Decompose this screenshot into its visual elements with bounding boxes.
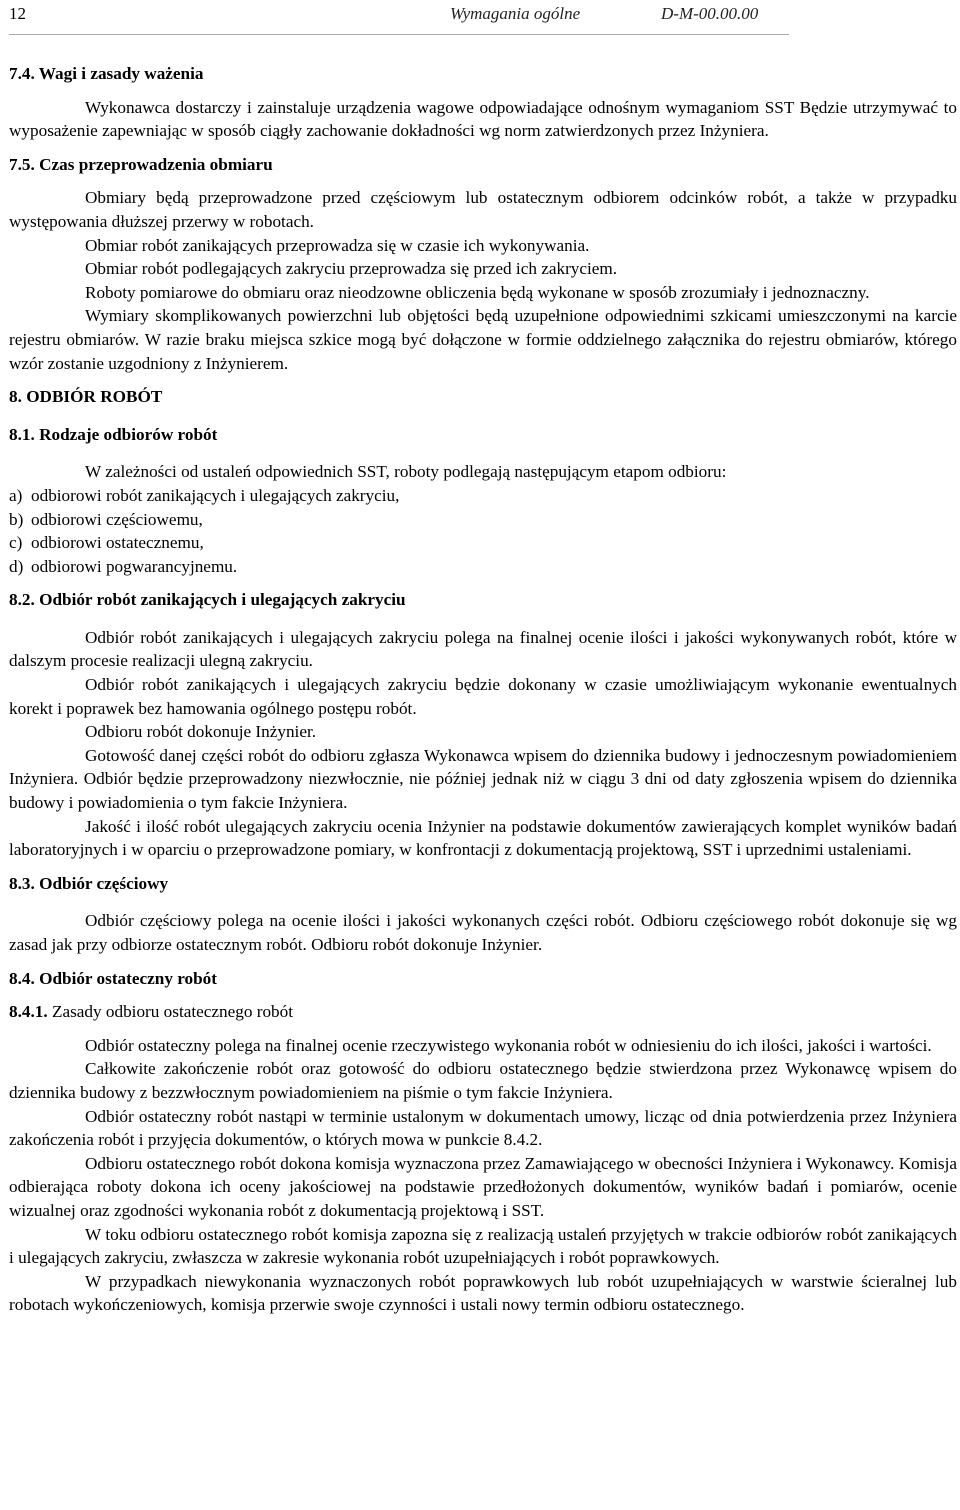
heading-8-2: 8.2. Odbiór robót zanikających i ulegających zakryciu xyxy=(9,590,406,610)
heading-8-3: 8.3. Odbiór częściowy xyxy=(9,873,169,893)
page-number: 12 xyxy=(9,4,26,23)
paragraph: W zależności od ustaleń odpowiednich SST, roboty podlegają następującym etapom odbioru: xyxy=(85,462,727,482)
paragraph: Obmiar robót podlegających zakryciu przeprowadza się przed ich zakryciem. xyxy=(85,259,618,279)
paragraph: Całkowite zakończenie robót oraz gotowość do odbioru ostatecznego będzie stwierdzona przez Wykonawcę wpisem do dziennika budowy z bezzwłocznym powiadomieniem na piśmie o tym fakcie Inżyniera. xyxy=(9,1059,957,1102)
header-code: D-M-00.00.00 xyxy=(661,4,759,23)
paragraph: Wymiary skomplikowanych powierzchni lub objętości będą uzupełnione odpowiednimi szkicami umieszczonymi na karcie rejestru obmiarów. W razie braku miejsca szkice mogą być dołączone w formie oddzielnego załącznika do rejestru obmiarów, którego wzór zostanie uzgodniony z Inżynierem. xyxy=(9,306,957,373)
list-item xyxy=(9,484,957,508)
heading-8-4: 8.4. Odbiór ostateczny robót xyxy=(9,968,217,988)
heading-7-5: 7.5. Czas przeprowadzenia obmiaru xyxy=(9,154,273,174)
list-item xyxy=(9,508,957,532)
paragraph: Jakość i ilość robót ulegających zakryciu ocenia Inżynier na podstawie dokumentów zawierających komplet wyników badań laboratoryjnych i w oparciu o przeprowadzone pomiary, w konfrontacji z dokumentacją projektową, SST i uprzednimi ustaleniami. xyxy=(9,816,957,860)
paragraph: Odbiór ostateczny polega na finalnej ocenie rzeczywistego wykonania robót w odniesieniu do ich ilości, jakości i wartości. xyxy=(85,1035,932,1055)
stage-list xyxy=(9,484,957,578)
paragraph: W przypadkach niewykonania wyznaczonych robót poprawkowych lub robót uzupełniających w warstwie ścieralnej lub robotach wykończeniowych, komisja przerwie swoje czynności i ustali nowy termin odbioru ostatecznego. xyxy=(9,1271,957,1315)
list-label: c) xyxy=(9,533,23,553)
list-label: b) xyxy=(9,509,24,529)
list-item xyxy=(9,531,957,555)
paragraph: Odbiór robót zanikających i ulegających zakryciu będzie dokonany w czasie umożliwiającym wykonanie ewentualnych korekt i poprawek bez hamowania ogólnego postępu robót. xyxy=(9,675,957,718)
list-text: odbiorowi częściowemu, xyxy=(31,509,203,529)
list-item xyxy=(9,555,957,579)
paragraph: W toku odbioru ostatecznego robót komisja zapozna się z realizacją ustaleń przyjętych w trakcie odbiorów robót zanikających i ulegających zakryciu, zwłaszcza w zakresie wykonania robót uzupełniających i robót poprawkowych. xyxy=(9,1224,957,1268)
paragraph: Odbioru ostatecznego robót dokona komisja wyznaczona przez Zamawiającego w obecności Inżyniera i Wykonawcy. Komisja odbierająca roboty dokona ich oceny jakościowej na podstawie przedłożonych dokumentów, wyników badań i pomiarów, ocenie wizualnej oraz zgodności wykonania robót z dokumentacją projektową i SST. xyxy=(9,1153,957,1220)
document-body xyxy=(9,62,957,1317)
paragraph: Obmiary będą przeprowadzone przed częściowym lub ostatecznym odbiorem odcinków robót, a także w przypadku występowania dłuższej przerwy w robotach. xyxy=(9,188,957,231)
paragraph: Wykonawca dostarczy i zainstaluje urządzenia wagowe odpowiadające odnośnym wymaganiom SST Będzie utrzymywać to wyposażenie zapewniając w sposób ciągły zachowanie dokładności wg norm zatwierdzonych przez Inżyniera. xyxy=(9,97,957,141)
list-text: odbiorowi robót zanikających i ulegających zakryciu, xyxy=(31,485,400,505)
paragraph: Odbiór ostateczny robót nastąpi w terminie ustalonym w dokumentach umowy, licząc od dnia potwierdzenia przez Inżyniera zakończenia robót i przyjęcia dokumentów, o których mowa w punkcie 8.4.2. xyxy=(9,1106,957,1150)
heading-text: Zasady odbioru ostatecznego robót xyxy=(51,1002,293,1022)
header-title: Wymagania ogólne xyxy=(450,4,581,23)
list-text: odbiorowi pogwarancyjnemu. xyxy=(31,556,238,576)
heading-8-1: 8.1. Rodzaje odbiorów robót xyxy=(9,424,218,444)
paragraph: Obmiar robót zanikających przeprowadza się w czasie ich wykonywania. xyxy=(85,235,590,255)
heading-7-4: 7.4. Wagi i zasady ważenia xyxy=(9,64,204,83)
paragraph: Odbiór robót zanikających i ulegających zakryciu polega na finalnej ocenie ilości i jakości wykonywanych robót, które w dalszym procesie realizacji ulegną zakryciu. xyxy=(9,627,957,671)
heading-8: 8. ODBIÓR ROBÓT xyxy=(9,387,163,407)
page-header xyxy=(9,2,789,35)
paragraph: Roboty pomiarowe do obmiaru oraz nieodzowne obliczenia będą wykonane w sposób zrozumiały i jednoznaczny. xyxy=(85,282,870,302)
paragraph: Gotowość danej części robót do odbioru zgłasza Wykonawca wpisem do dziennika budowy i jednoczesnym powiadomieniem Inżyniera. Odbiór będzie przeprowadzony niezwłocznie, nie później jednak niż w ciągu 3 dni od daty zgłoszenia wpisem do dziennika budowy i powiadomienia o tym fakcie Inżyniera. xyxy=(9,745,957,813)
list-label: d) xyxy=(9,556,24,576)
heading-8-4-1 xyxy=(9,1000,957,1024)
list-label: a) xyxy=(9,485,23,505)
heading-number: 8.4.1. xyxy=(9,1002,48,1022)
paragraph: Odbiór częściowy polega na ocenie ilości i jakości wykonanych części robót. Odbioru częściowego robót dokonuje się wg zasad jak przy odbiorze ostatecznym robót. Odbioru robót dokonuje Inżynier. xyxy=(9,911,957,954)
paragraph: Odbioru robót dokonuje Inżynier. xyxy=(85,722,317,742)
list-text: odbiorowi ostatecznemu, xyxy=(31,533,204,553)
